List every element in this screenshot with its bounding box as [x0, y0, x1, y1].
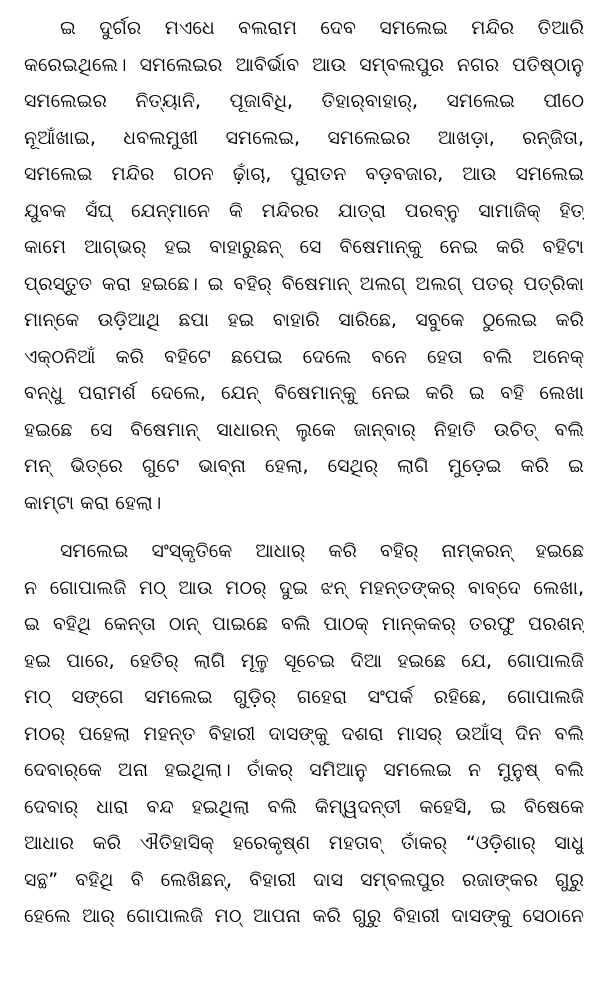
- text-line: ହଇଛେ ସେ ବିଷେମାନ୍‌ ସାଧାରନ୍‌ ଲୁକେ ଜାନ୍‌ବାର୍‌ ନିହାତି ଉଚିତ୍‌ ବଲି: [24, 418, 584, 441]
- text-line: କାମେ ଆଗ୍‌ଭର୍‌ ହଇ ବାହାରୁଛନ୍‌ ସେ ବିଷେମାନ୍‌କୁ ନେଇ କରି ବହିଟା: [24, 236, 584, 258]
- text-line: ମନ୍‌ ଭିତ୍ରେ ଗୁଟେ ଭାବ୍‌ନା ହେଲା, ସେଥିର୍‌ ଲାଗି ମୁଡ଼େଇ କରି ଇ: [24, 455, 584, 477]
- text-line: ଦେବାର୍‌କେ ଅନା ହଇଥିଲା। ତାଁକର୍‌ ସମିଆନୁ ସମଲେଇ ନ ମୁନୁଷ୍‌ ବଲି: [24, 759, 584, 781]
- text-line: ଯୁବକ ସଁଘ୍‌ ଯେନ୍‌ମାନେ କି ମନ୍ଦିରର ଯାତ୍ରା ପରବ୍‌ନୁ ସାମାଜିକ୍‌ ହିତ୍‌: [24, 199, 584, 222]
- text-line: ବନ୍ଧୁ ପରାମର୍ଶ ଦେଲେ, ଯେନ୍‌ ବିଷେମାନ୍‌କୁ ନେଇ କରି ଇ ବହି ଲେଖା: [24, 382, 584, 404]
- text-line: ସମଲେଇର ନିତ୍ୟାନି, ପୂଜାବିଧି, ତିହାର୍‌ବାହାର୍‌, ସମଲେଇ ପୀଠେ: [24, 90, 584, 112]
- text-line: କରେଇଥିଲେ। ସମଲେଇର ଆବିର୍ଭାବ ଆଉ ସମ୍ବଲପୁର ନଗର ପତିଷ୍ଠାନୁ: [24, 53, 584, 76]
- text-line: ପ୍ରସ୍ତୁତ କରା ହଇଛେ। ଇ ବହିର୍‌ ବିଷେମାନ୍‌ ଅଲଗ୍‌ ଅଲଗ୍‌ ପତର୍‌ ପତ୍ରିକା: [24, 272, 584, 295]
- text-line: ନ ଗୋପାଲଜି ମଠ୍‌ ଆଉ ମଠର୍‌ ଦୁଇ ଝନ୍‌ ମହନ୍ତଙ୍କର୍‌ ବାବ୍‌ଦେ ଲେଖା,: [24, 576, 584, 599]
- text-line: ଇ ବହିଥି କେନ୍ତା ଠାନ୍‌ ପାଇଛେ ବଲି ପାଠକ୍‌ ମାନ୍‌କକର୍‌ ତରଫୁ ପରଶନ୍‌: [24, 613, 584, 635]
- text-line: ଇ ଦୁର୍ଗର ମଏଧେ ବଲରାମ ଦେବ ସମଲେଇ ମନ୍ଦିର ତିଆରି: [60, 17, 584, 39]
- paragraph-2: [24, 533, 584, 935]
- text-line: ଏକ୍‌ଠନିଆଁ କରି ବହିଟେ ଛପେଇ ଦେଲେ ବନେ ହେତା ବଲି ଅନେକ୍‌: [24, 345, 584, 368]
- text-line: ସମଲେଇ ସଂସ୍କୃତିକେ ଆଧାର୍‌ କରି ବହିର୍‌ ନାମ୍‌କରନ୍‌ ହଇଛେ: [60, 540, 584, 562]
- text-line: ମାନ୍‌କେ ଉଡ଼ିଆଥି ଛପା ହଇ ବାହାରି ସାରିଛେ, ସବୁକେ ଠୁଲେଇ କରି: [24, 309, 584, 331]
- text-line: ନୂଆଁଖାଇ, ଧବଲମୁଖୀ ସମଲେଇ, ସମଲେଇର ଆଖଡ଼ା, ରନ୍‌ଜିତା,: [24, 126, 584, 149]
- text-line: ମଠ୍‌ ସଙ୍ଗେ ସମଲେଇ ଗୁଡ଼ିର୍‌ ଗହେରା ସଂପର୍କ ରହିଛେ, ଗୋପାଲଜି: [24, 686, 584, 708]
- text-line: ମଠର୍‌ ପହେଲା ମହନ୍ତ ବିହାରୀ ଦାସଙ୍କୁ ଦଶରା ମାସର୍‌ ଉଆଁସ୍‌ ଦିନ ବଲି: [24, 722, 584, 745]
- text-line: ହେଲେ ଆର୍‌ ଗୋପାଲଜି ମଠ୍‌ ଆପନା କରି ଗୁରୁ ବିହାରୀ ଦାସଙ୍କୁ ସେଠାନେ: [24, 905, 584, 927]
- paragraph-1: [24, 10, 584, 521]
- text-line: ସନ୍ଥ” ବହିଥି ବି ଲେଖିଛନ୍‌, ବିହାରୀ ଦାସ ସମ୍ବଲପୁର ରଜାଙ୍କର ଗୁରୁ: [24, 868, 584, 891]
- text-line: ସମଲେଇ ମନ୍ଦିର ଗଠନ ଢ଼ାଁଚା, ପୁରାତନ ବଡ଼ବଜାର, ଆଉ ସମଲେଇ: [24, 163, 584, 185]
- text-line: କାମ୍‌ଟା କରା ହେଲା।: [24, 491, 162, 514]
- text-line: ଆଧାର କରି ଐତିହାସିକ୍‌ ହରେକୃଷ୍ଣ ମହତାବ୍‌ ତାଁକର୍‌ “ଓଡ଼ିଶାର୍‌ ସାଧୁ: [24, 832, 584, 854]
- text-line: ହଇ ପାରେ, ହେତିର୍‌ ଲାଗି ମୂଳୁ ସୂଚେଇ ଦିଆ ହଇଛେ ଯେ, ଗୋପାଲଜି: [24, 649, 584, 672]
- text-line: ଦେବାର୍‌ ଧାରା ବନ୍ଦ ହଇଥିଲା ବଲି କିମ୍ୱଦନ୍ତୀ କହେସି, ଇ ବିଷେକେ: [24, 795, 584, 818]
